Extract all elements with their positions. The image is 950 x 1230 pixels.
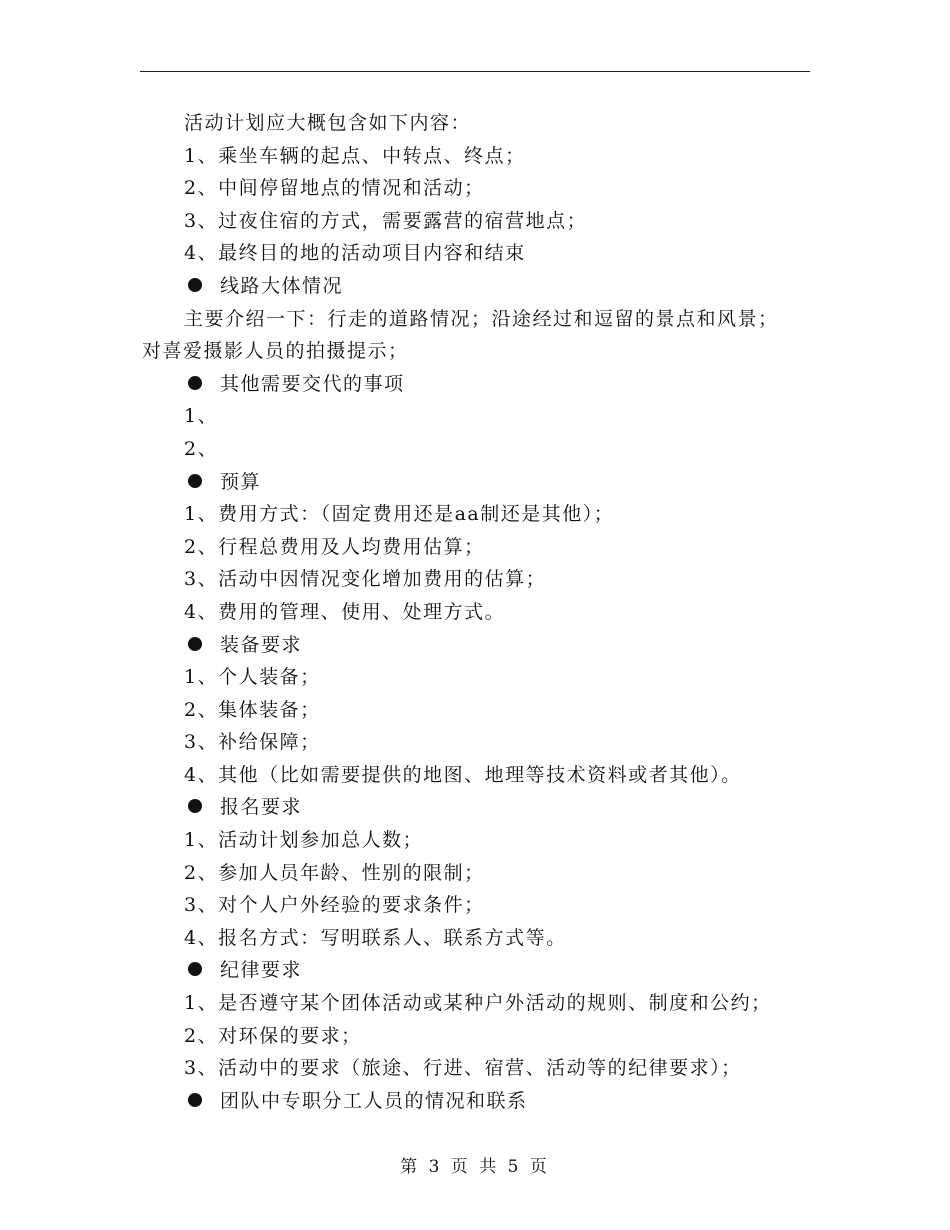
section-heading xyxy=(140,466,810,499)
body-text-line: 4、费用的管理、使用、处理方式。 xyxy=(184,600,506,623)
bullet-icon xyxy=(188,1093,202,1107)
body-text-line: 活动计划应大概包含如下内容： xyxy=(184,112,472,134)
section-heading-text: 团队中专职分工人员的情况和联系 xyxy=(220,1089,528,1112)
section-heading xyxy=(140,368,810,401)
body-text-line: 2、中间停留地点的情况和活动； xyxy=(184,177,485,200)
bullet-icon xyxy=(188,474,202,488)
body-text-line: 3、过夜住宿的方式，需要露营的宿营地点； xyxy=(184,209,588,232)
body-text-line: 2、对环保的要求； xyxy=(184,1024,362,1047)
bullet-icon xyxy=(188,962,202,976)
body-text-line: 4、最终目的地的活动项目内容和结束 xyxy=(184,242,526,265)
header-rule xyxy=(140,71,810,72)
body-text-line: 1、乘坐车辆的起点、中转点、终点； xyxy=(184,144,526,167)
body-text-line: 3、补给保障； xyxy=(184,731,321,754)
section-heading xyxy=(140,270,810,303)
section-heading xyxy=(140,791,810,824)
bullet-icon xyxy=(188,376,202,390)
body-text-line: 1、是否遵守某个团体活动或某种户外活动的规则、制度和公约； xyxy=(184,992,772,1015)
body-text-line: 3、活动中的要求（旅途、行进、宿营、活动等的纪律要求）； xyxy=(184,1057,742,1080)
section-heading xyxy=(140,954,810,987)
document-body xyxy=(140,107,810,1117)
section-heading xyxy=(140,1085,810,1118)
body-text-line: 4、报名方式：写明联系人、联系方式等。 xyxy=(184,926,567,949)
body-text-line: 1、费用方式：（固定费用还是aa制还是其他）； xyxy=(184,503,615,526)
body-text-line: 1、 xyxy=(184,405,219,428)
body-text-line: 2、参加人员年龄、性别的限制； xyxy=(184,861,485,884)
section-heading-text: 报名要求 xyxy=(220,796,303,819)
body-text-line: 3、活动中因情况变化增加费用的估算； xyxy=(184,568,547,591)
bullet-icon xyxy=(188,278,202,292)
section-heading-text: 线路大体情况 xyxy=(220,274,344,297)
body-text-line: 1、活动计划参加总人数； xyxy=(184,829,424,852)
section-heading-text: 预算 xyxy=(220,470,262,493)
body-text-line: 3、对个人户外经验的要求条件； xyxy=(184,894,485,917)
body-text-line: 2、 xyxy=(184,437,219,460)
body-text-line: 2、集体装备； xyxy=(184,698,321,721)
bullet-icon xyxy=(188,799,202,813)
section-heading-text: 装备要求 xyxy=(220,633,303,656)
body-text-line: 1、个人装备； xyxy=(184,666,321,689)
section-heading-text: 纪律要求 xyxy=(220,959,303,982)
bullet-icon xyxy=(188,637,202,651)
body-text-line: 主要介绍一下：行走的道路情况；沿途经过和逗留的景点和风景； xyxy=(184,307,779,330)
section-heading-text: 其他需要交代的事项 xyxy=(220,372,405,395)
page-footer: 第 3 页 共 5 页 xyxy=(400,1157,550,1177)
body-text-line: 2、行程总费用及人均费用估算； xyxy=(184,535,485,558)
section-heading xyxy=(140,629,810,662)
body-text-line: 4、其他（比如需要提供的地图、地理等技术资料或者其他）。 xyxy=(184,763,742,786)
body-text-line: 对喜爱摄影人员的拍摄提示； xyxy=(142,340,409,363)
